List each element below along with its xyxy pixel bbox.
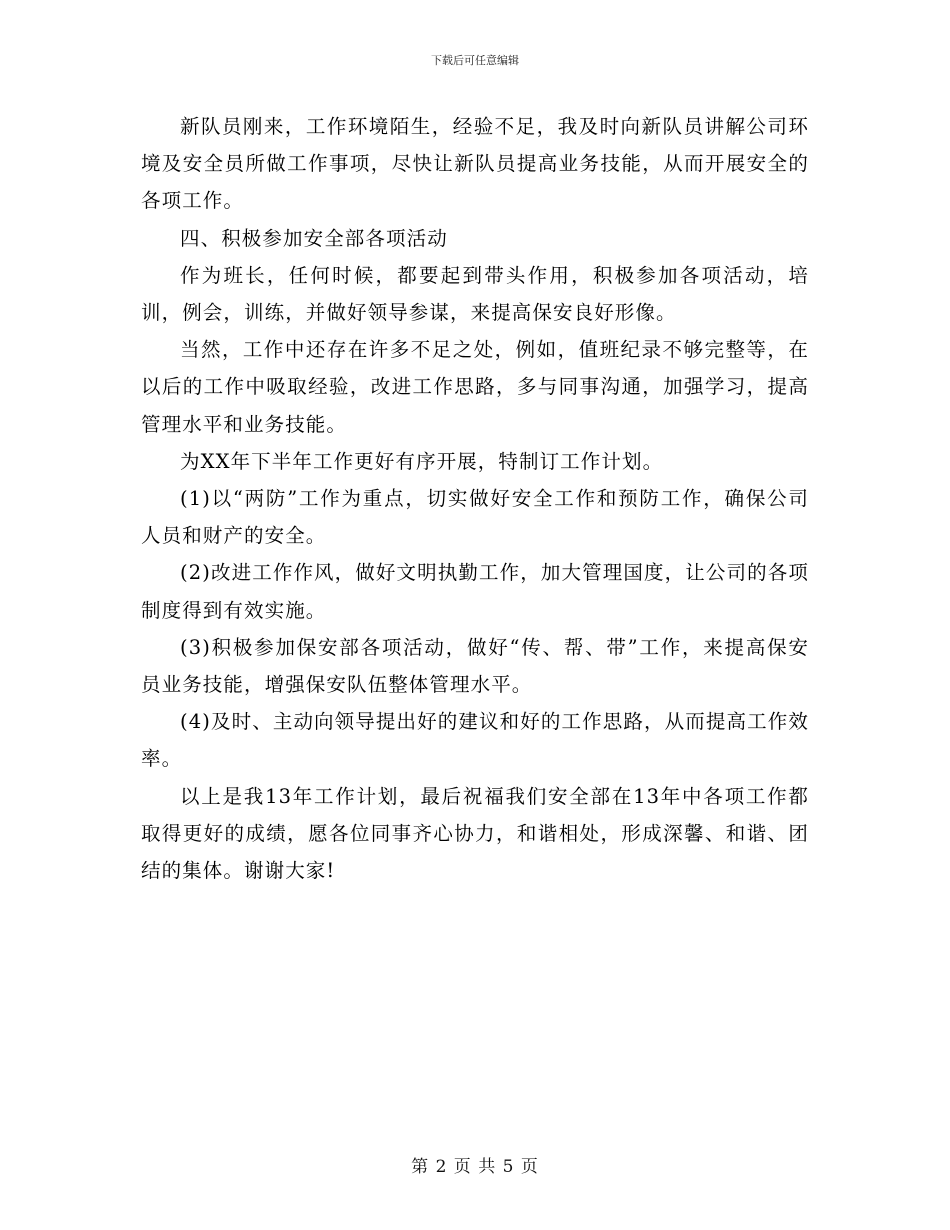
plan-item-3: (3)积极参加保安部各项活动，做好“传、帮、带”工作，来提高保安员业务技能，增强保安队伍整体管理水平。 [141,635,809,697]
paragraph-plan-intro: 为XX年下半年工作更好有序开展，特制订工作计划。 [180,449,664,473]
paragraph-new-members: 新队员刚来，工作环境陌生，经验不足，我及时向新队员讲解公司环境及安全员所做工作事项，尽快让新队员提高业务技能，从而开展安全的各项工作。 [141,115,809,213]
paragraph-team-lead: 作为班长，任何时候，都要起到带头作用，积极参加各项活动，培训，例会，训练，并做好领导参谋，来提高保安良好形像。 [141,263,809,325]
document-body [141,108,809,889]
page-header-note: 下载后可任意编辑 [431,54,519,67]
paragraph-shortcomings: 当然，工作中还存在许多不足之处，例如，值班纪录不够完整等，在以后的工作中吸取经验，改进工作思路，多与同事沟通，加强学习，提高管理水平和业务技能。 [141,338,809,436]
plan-item-4: (4)及时、主动向领导提出好的建议和好的工作思路，从而提高工作效率。 [141,710,809,771]
section-heading-4: 四、积极参加安全部各项活动 [180,226,448,250]
plan-item-1: (1)以“两防”工作为重点，切实做好安全工作和预防工作，确保公司人员和财产的安全。 [141,487,809,548]
paragraph-closing: 以上是我13年工作计划，最后祝福我们安全部在13年中各项工作都取得更好的成绩，愿各位同事齐心协力，和谐相处，形成深馨、和谐、团结的集体。谢谢大家! [141,784,809,883]
page-number: 第 2 页 共 5 页 [411,1157,539,1177]
plan-item-2: (2)改进工作作风，做好文明执勤工作，加大管理国度，让公司的各项制度得到有效实施。 [141,561,809,622]
